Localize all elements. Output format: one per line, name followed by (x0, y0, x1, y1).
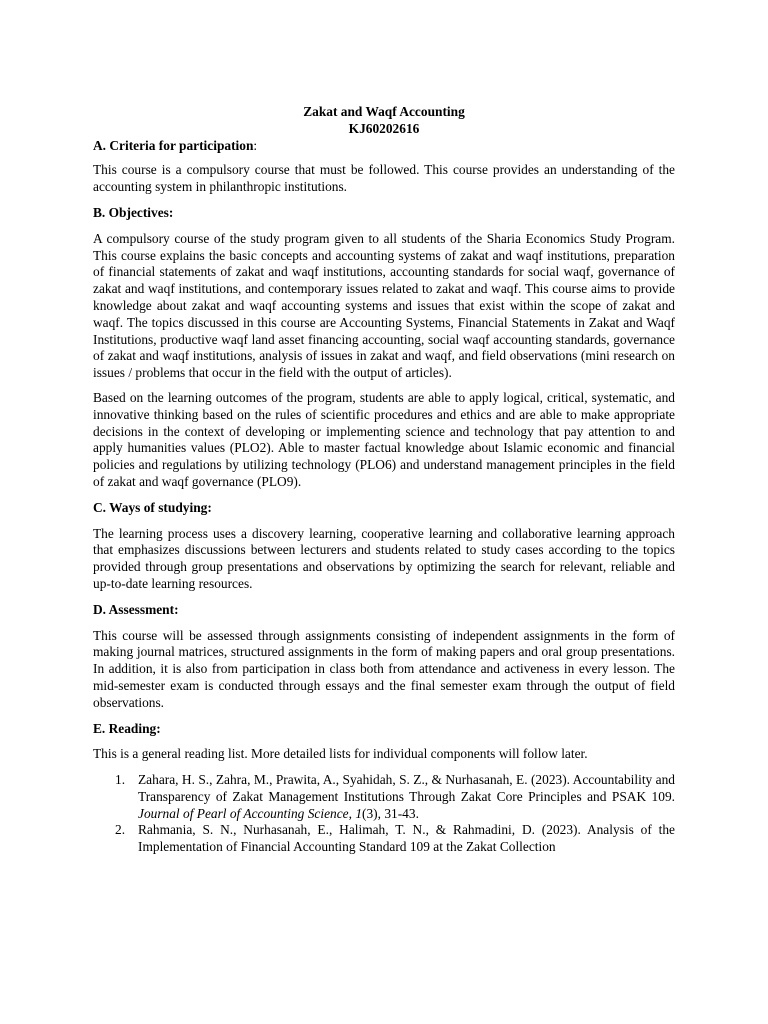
section-a-heading (93, 138, 675, 155)
section-a-body: This course is a compulsory course that must be followed. This course provides an understanding of the accounting system in philanthropic institutions. (93, 162, 675, 195)
reference-number: 1. (115, 772, 126, 788)
section-b-paragraph-1: A compulsory course of the study program given to all students of the Sharia Economics Study Program. This course explains the basic concepts and accounting systems of zakat and waqf institutions, preparation of financial statements of zakat and waqf institutions, accounting standards for social waqf, governance of zakat and waqf institutions, and contemporary issues related to zakat and waqf. This course aims to provide knowledge about zakat and waqf accounting systems and issues that exist within the scope of zakat and waqf. The topics discussed in this course are Accounting Systems, Financial Statements in Zakat and Waqf Institutions, productive waqf land asset financing accounting, social waqf accounting standards, governance of zakat and waqf institutions, analysis of issues in zakat and waqf, and field observations (mini research on issues / problems that occur in the field with the output of articles). (93, 230, 675, 381)
reference-tail: (3), 31-43. (362, 805, 419, 821)
reference-separator: , (348, 805, 356, 821)
section-e-heading: E. Reading: (93, 720, 161, 736)
reference-number: 2. (115, 822, 126, 838)
section-c-body: The learning process uses a discovery learning, cooperative learning and collaborative learning approach that emphasizes discussions between lecturers and students related to study cases according to the topics provided through group presentations and observations by optimizing the search for relevant, reliable and up-to-date learning resources. (93, 525, 675, 591)
document-page (93, 104, 675, 856)
course-code: KJ60202616 (348, 120, 420, 136)
section-a-heading-text: A. Criteria for participation (93, 137, 254, 153)
section-b-heading: B. Objectives: (93, 204, 174, 220)
reference-text: Rahmania, S. N., Nurhasanah, E., Halimah, T. N., & Rahmadini, D. (2023). Analysis of the Implementation of Financial Accounting Standard 109 at the Zakat Collection (138, 822, 675, 855)
section-b-paragraph-2: Based on the learning outcomes of the program, students are able to apply logical, critical, systematic, and innovative thinking based on the rules of scientific procedures and ethics and are able to make appropriate decisions in the context of developing or implementing science and technology that pay attention to and apply humanities values (PLO2). Able to master factual knowledge about Islamic economic and financial policies and regulations by utilizing technology (PLO6) and understand management principles in the field of zakat and waqf governance (PLO9). (93, 389, 675, 489)
section-e-intro: This is a general reading list. More detailed lists for individual components will follow later. (93, 746, 588, 762)
course-title: Zakat and Waqf Accounting (303, 104, 465, 119)
reading-list (93, 772, 675, 856)
section-c-heading: C. Ways of studying: (93, 499, 212, 515)
reference-journal: Journal of Pearl of Accounting Science (138, 805, 349, 821)
section-a-heading-colon: : (253, 137, 258, 153)
reference-text: Zahara, H. S., Zahra, M., Prawita, A., Syahidah, S. Z., & Nurhasanah, E. (2023). Accountability and Transparency of Zakat Management Institutions Through Zakat Core Principles and PSAK 109. (138, 772, 675, 804)
reference-volume: 1 (355, 805, 363, 821)
reference-item (93, 822, 675, 856)
reference-item (93, 772, 675, 822)
section-d-body: This course will be assessed through assignments consisting of independent assignments in the form of making journal matrices, structured assignments in the form of making papers and oral group presentations. In addition, it is also from participation in class both from attendance and activeness in every lesson. The mid-semester exam is conducted through essays and the final semester exam through the output of field observations. (93, 627, 675, 710)
section-d-heading: D. Assessment: (93, 601, 179, 617)
